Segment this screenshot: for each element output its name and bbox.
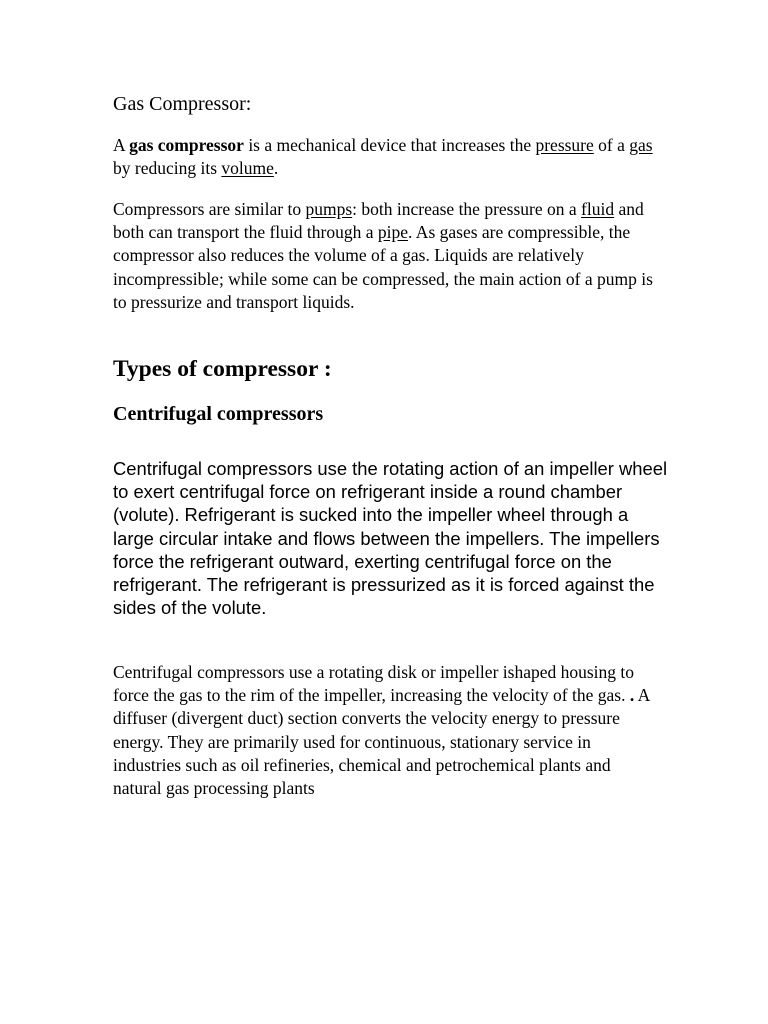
link-fluid[interactable]: fluid <box>581 199 615 219</box>
text: of a <box>593 135 630 155</box>
link-pumps[interactable]: pumps <box>305 199 353 219</box>
text: A <box>113 135 130 155</box>
text: by reducing its <box>113 158 222 179</box>
comparison-paragraph <box>113 198 653 314</box>
link-volume[interactable]: volume <box>221 158 274 179</box>
text: A diffuser (divergent duct) section converts the velocity energy to pressure energy. They are primarily used for continuous, stationary service in industries such as oil refineries, chemical and petrochemical plants and natural gas processing plants <box>113 685 650 799</box>
bold-dot: . <box>629 685 635 706</box>
link-pressure[interactable]: pressure <box>535 135 594 155</box>
text: Compressors are similar to <box>113 199 306 219</box>
text: . <box>273 158 279 179</box>
heading-centrifugal-compressors: Centrifugal compressors <box>113 403 324 425</box>
centrifugal-description-paragraph: Centrifugal compressors use the rotating action of an impeller wheel to exert centrifugal force on refrigerant inside a round chamber (volute). Refrigerant is sucked into the impeller wheel through a large circular intake and flows between the impellers. The impellers force the refrigerant outward, exerting centrifugal force on the refrigerant. The refrigerant is pressurized as it is forced against the sides of the volute. <box>113 458 668 619</box>
text: Centrifugal compressors use a rotating disk or impeller ishaped housing to force the gas to the rim of the impeller, increasing the velocity of the gas. <box>113 662 635 706</box>
text: . As gases are compressible, the compressor also reduces the volume of a gas. Liquids are relatively incompressible; while some can be compressed, the main action of a pump is to pressurize and transport liquids. <box>113 222 653 312</box>
text: : both increase the pressure on a <box>352 199 582 219</box>
text: is a mechanical device that increases the <box>243 135 536 155</box>
bold-term-gas-compressor: gas compressor <box>129 135 244 155</box>
heading-types-of-compressor: Types of compressor : <box>113 356 332 382</box>
link-pipe[interactable]: pipe <box>377 222 409 243</box>
intro-paragraph <box>113 134 653 180</box>
link-gas[interactable]: gas <box>629 135 653 155</box>
centrifugal-usage-paragraph <box>113 661 653 800</box>
document-title: Gas Compressor: <box>113 93 252 115</box>
text: and both can transport the fluid through a <box>113 199 644 243</box>
